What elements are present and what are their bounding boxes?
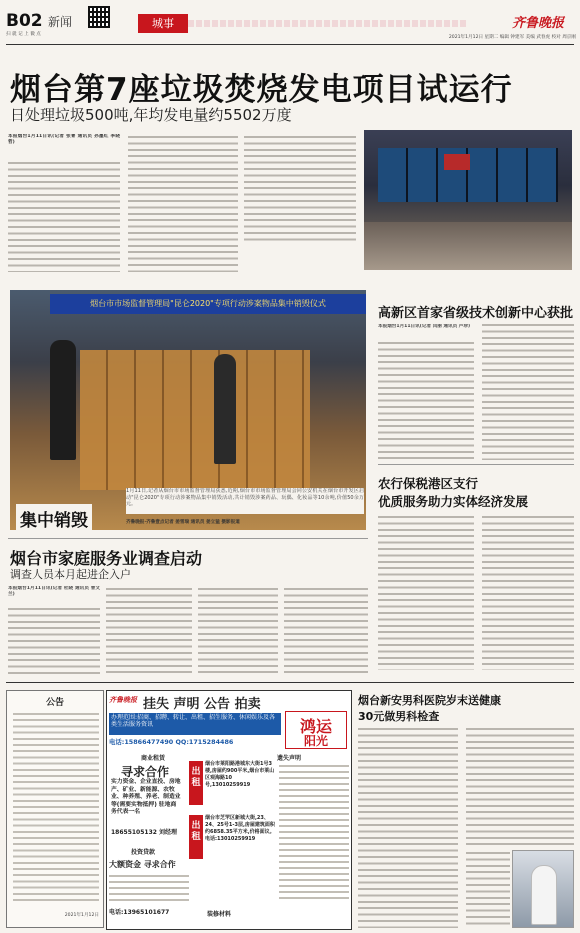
notice-body xyxy=(13,711,99,901)
article4-column xyxy=(378,514,474,670)
big-fund-title: 大额资金 寻求合作 xyxy=(109,860,176,869)
rent1-body: 烟台市莱阳路港城东大街1号3楼,房屋约900平米,烟台市莱山区观海路10号,13010259919 xyxy=(205,761,275,788)
main-byline: 本报烟台1月11日讯(记者 张菁 通讯员 孙墨红 李晓哲) xyxy=(8,134,120,146)
sunshine-label: 阳光 xyxy=(303,734,328,748)
section-tag-label: 城事 xyxy=(152,17,174,30)
article4-title: 农行保税港区支行 xyxy=(378,476,479,491)
cardboard-boxes xyxy=(80,350,310,490)
qr-code-icon[interactable] xyxy=(88,6,110,28)
header-bar xyxy=(188,20,468,27)
article2-column xyxy=(378,340,474,460)
photo-credit: 齐鲁晚报·齐鲁壹点记者 姜雪瑞 通讯员 姜立猛 摄影报道 xyxy=(126,520,240,525)
article5-subtitle: 30元做男科检查 xyxy=(358,710,440,723)
article5-column xyxy=(466,726,574,846)
article2-title: 高新区首家省级技术创新中心获批 xyxy=(378,306,574,321)
event-banner xyxy=(50,294,366,314)
article-divider xyxy=(378,464,574,465)
main-article xyxy=(8,134,572,274)
section-name: 新闻 xyxy=(48,15,73,29)
ad-services: 办理范围:招商、招聘、转让、出租、招生服务、休闲娱乐及各类生活服务资讯 xyxy=(109,713,281,735)
ad-phone[interactable]: 电话:15866477490 QQ:1715284486 xyxy=(109,738,234,746)
hospital-photo xyxy=(512,850,574,928)
find-partner-body: 实力资金、企业直投、房地产、矿业、新能源、农牧业、种养殖、养老、制造业等(需要实物抵押) 驻地商务代表一名 xyxy=(111,779,181,816)
article5-column xyxy=(358,726,458,928)
article3-byline: 本报烟台1月11日讯(记者 杜晓 通讯员 曾文兰) xyxy=(8,586,100,598)
article3-column xyxy=(284,586,368,676)
article2-byline: 本报烟台1月11日讯(记者 闫丽 通讯员 卢珍) xyxy=(378,324,471,329)
doctor-figure xyxy=(531,865,557,925)
ad-logo: 齐鲁晚报 xyxy=(109,696,137,704)
console-desk xyxy=(364,222,572,270)
page-header xyxy=(0,0,580,44)
classified-ads xyxy=(106,690,352,930)
article3-title: 烟台市家庭服务业调查启动 xyxy=(10,549,203,568)
ad-column-label: 投资贷款 xyxy=(131,849,156,856)
article5-title: 烟台新安男科医院岁末送健康 xyxy=(358,694,501,707)
photo-caption: 1月11日,记者从烟台市市场监督管理局获悉,近期,烟台市市场监督管理局会同公安机关在烟台市开发区启动"昆仑2020"专项行动涉案物品集中销毁活动,共计销毁涉案药品、玩偶、化妆品等10余吨,价值50余万元。 xyxy=(126,488,364,514)
article-divider xyxy=(8,538,368,539)
hongyun-badge xyxy=(285,711,347,749)
article4-title-line2: 优质服务助力实体经济发展 xyxy=(378,494,529,509)
newspaper-logo: 齐鲁晚报 xyxy=(512,16,565,31)
control-room-photo xyxy=(364,130,572,270)
photo-caption-title: 集中销毁 xyxy=(16,504,92,533)
big-fund-phone[interactable]: 电话:13965101677 xyxy=(109,909,170,916)
article3-column xyxy=(106,586,192,676)
article-column xyxy=(8,160,120,272)
notice-box xyxy=(6,690,104,928)
article4-column xyxy=(482,514,574,670)
ad-column-label: 装修材料 xyxy=(207,911,232,918)
ad-column-label: 遗失声明 xyxy=(277,755,302,762)
ad-slogan: 挂失 声明 公告 拍卖 xyxy=(143,697,261,712)
article3-column xyxy=(8,606,100,676)
main-headline: 烟台第7座垃圾焚烧发电项目试运行 xyxy=(10,72,513,108)
rent-label-text: 出租 xyxy=(191,821,201,842)
rent2-body: 烟台市芝罘区新城大街,23、24、25号1-3层,房屋建筑面积约6858.35平方米,价格面议。电话:13010259919 xyxy=(205,815,275,842)
ad-column-label: 商业租赁 xyxy=(141,755,166,762)
worker-figure xyxy=(214,354,236,464)
page-number: B02 xyxy=(6,11,43,31)
article3-column xyxy=(198,586,278,676)
header-rule xyxy=(6,44,574,45)
find-partner-phone[interactable]: 18655105132 刘经理 xyxy=(111,829,178,836)
find-partner-title: 寻求合作 xyxy=(121,765,170,779)
qr-caption: 扫 就 记 上 微 点 xyxy=(6,32,41,37)
big-fund-body xyxy=(109,873,189,903)
monitor-wall-red xyxy=(444,154,470,170)
worker-figure xyxy=(50,340,76,460)
article3-subtitle: 调查人员本月起进企入户 xyxy=(10,568,131,581)
article-column xyxy=(128,134,238,272)
edition-meta: 2021年1月12日 星期二 编辑 钟建军 美编 武春虎 校对 周京刚 xyxy=(448,35,576,40)
notice-date: 2021年1月12日 xyxy=(64,913,99,918)
lost-notices xyxy=(279,763,349,903)
article-column xyxy=(244,134,356,244)
article2-column xyxy=(482,322,574,460)
rent-label xyxy=(189,815,203,859)
main-subheadline: 日处理垃圾500吨,年均发电量约5502万度 xyxy=(10,106,292,124)
rent-label-text: 出租 xyxy=(191,767,201,788)
section-tag xyxy=(138,14,188,33)
section-rule xyxy=(6,682,574,683)
notice-title: 公告 xyxy=(45,698,64,708)
article5-column xyxy=(466,850,510,928)
hongyun-label: 鸿运 xyxy=(299,717,332,736)
event-banner-text: 烟台市市场监督管理局"昆仑2020"专项行动涉案物品集中销毁仪式 xyxy=(90,299,326,308)
rent-label xyxy=(189,761,203,805)
